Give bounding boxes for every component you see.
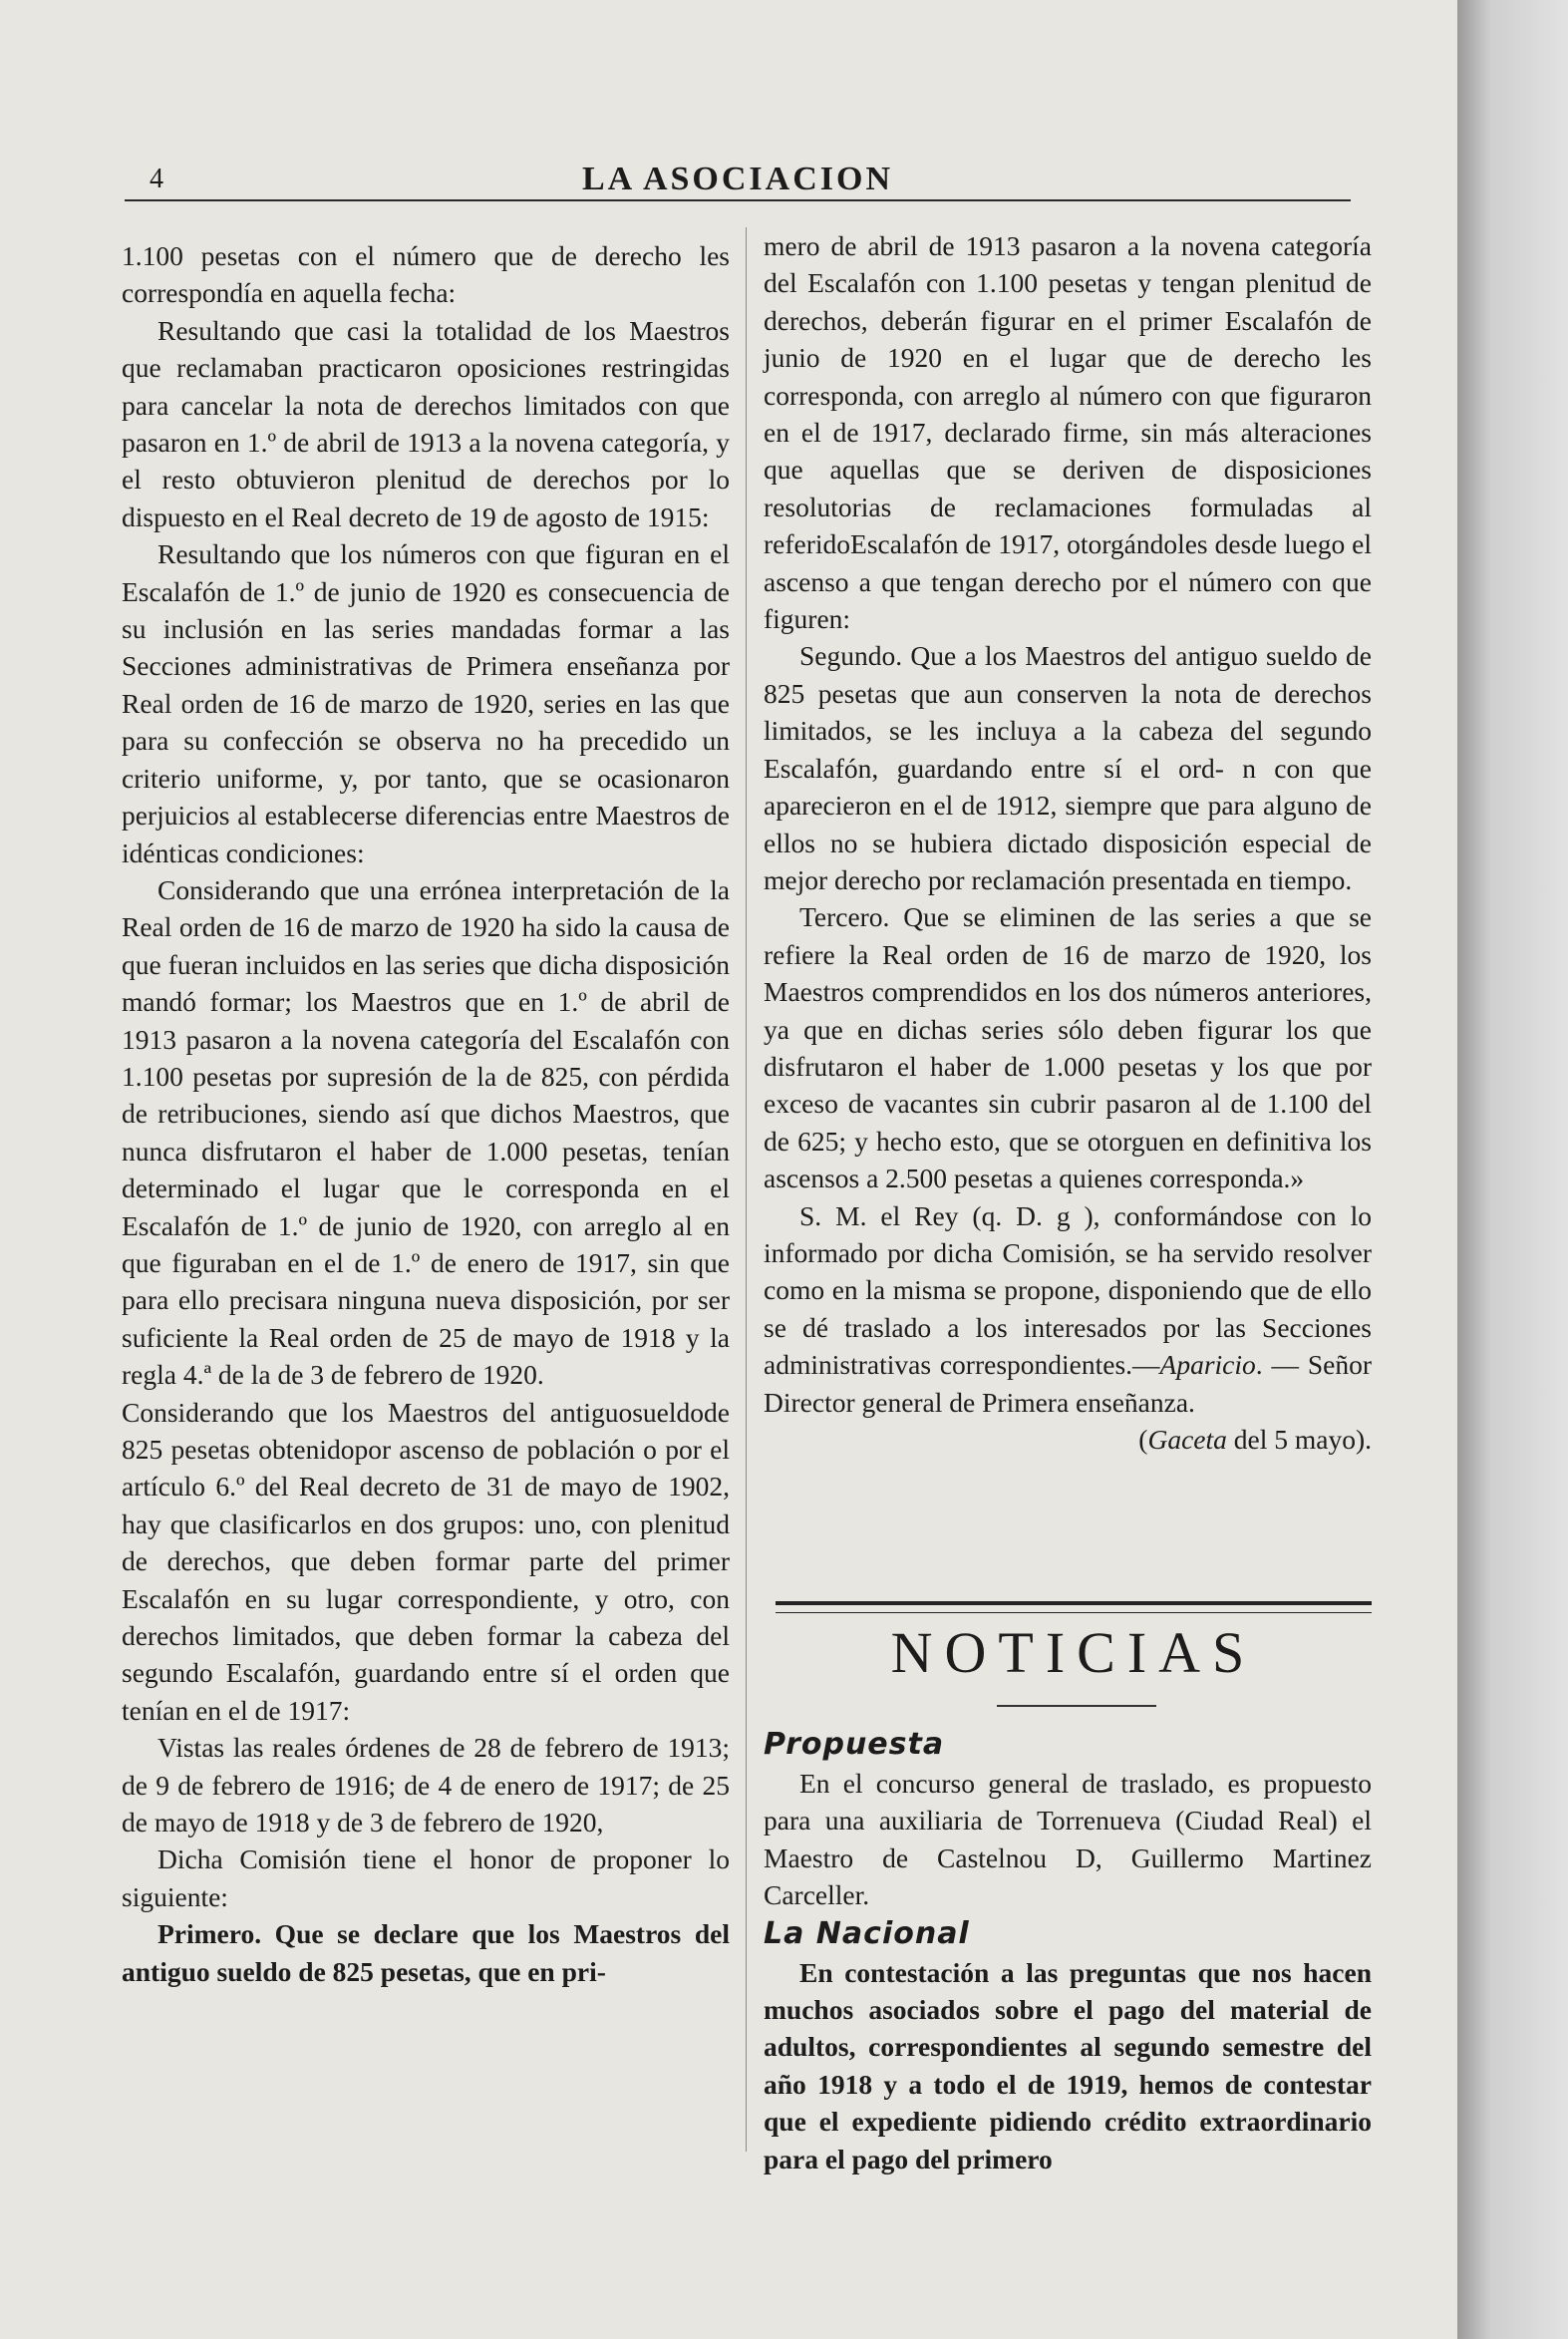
paragraph: Dicha Comisión tiene el honor de proponer lo siguiente: (122, 1843, 730, 1912)
paragraph: Tercero. Que se eliminen de las series a que se refiere la Real orden de 16 de marzo de 1920, los Maestros comprendidos en los dos números anteriores, ya que en dichas series sólo deben figurar los que disfrutaron el haber de 1.000 pesetas y los que por exceso de vacantes sin cubrir pasaron al de 1.100 del de 625; y hecho esto, que se otorguen en definitiva los ascensos a 2.500 pesetas a quienes corresponda.» (764, 901, 1372, 1194)
news-text: En contestación a las preguntas que nos hacen muchos asociados sobre el pago del material de adultos, correspondientes al segundo semestre del año 1918 y a todo el de 1919, hemos de contestar que el expediente pidiendo crédito extraordinario para el pago del primero (764, 1956, 1372, 2174)
section-rule (776, 1601, 1372, 1613)
paragraph: Segundo. Que a los Maestros del antiguo sueldo de 825 pesetas que aun conserven la nota de derechos limitados, se les incluya a la cabeza del segundo Escalafón, guardando entre sí el ord- n con que aparecieron en el de 1912, siempre que para alguno de ellos no se hubiera dictado disposición especial de mejor derecho por reclamación presentada en tiempo. (764, 640, 1372, 895)
source-name: Gaceta (1147, 1424, 1227, 1455)
paragraph: Resultando que los números con que figuran en el Escalafón de 1.º de junio de 1920 es consecuencia de su inclusión en las series mandadas formar a las Secciones administrativas de Primera enseñanza por Real orden de 16 de marzo de 1920, series en las que para su confección se observa no ha precedido un criterio uniforme, y, por tanto, que se ocasionaron perjuicios al establecerse diferencias entre Maestros de idénticas condiciones: (122, 538, 730, 868)
page-edge (1457, 0, 1568, 2339)
source-line: (Gaceta del 5 mayo). (1138, 1424, 1372, 1455)
left-column (122, 237, 730, 1990)
paragraph: mero de abril de 1913 pasaron a la novena categoría del Escalafón con 1.100 pesetas y tengan plenitud de derechos, deberán figurar en el primer Escalafón de junio de 1920 en el lugar que de derecho les corresponda, con arreglo al número con que figuraron en el de 1917, declarado firme, sin más alteraciones que aquellas que se deriven de disposiciones resolutorias de reclamaciones formuladas al referidoEscalafón de 1917, otorgándoles desde luego el ascenso a que tengan derecho por el número con que figuren: (764, 230, 1372, 635)
signature-closing: . — Señor Director general de Primera enseñanza. (764, 1349, 1372, 1418)
decree-closing: S. M. el Rey (q. D. g ), conformándose con lo informado por dicha Comisión, se ha servido resolver como en la misma se propone, disponiendo que de ello se dé traslado a los interesados por las Secciones administrativas correspondientes.— (764, 1199, 1372, 1381)
paragraph: Resultando que casi la totalidad de los Maestros que reclamaban practicaron oposiciones restringidas para cancelar la nota de derechos limitados con que pasaron en 1.º de abril de 1913 a la novena categoría, y el resto obtuvieron plenitud de derechos por lo dispuesto en el Real decreto de 19 de agosto de 1915: (122, 314, 730, 532)
news-heading: La Nacional (764, 1915, 970, 1951)
page-number: 4 (150, 164, 163, 194)
signature-name: Aparicio (1159, 1349, 1256, 1381)
column-divider (746, 227, 747, 2152)
paragraph: Considerando que los Maestros del antiguosueldode 825 pesetas obtenidopor ascenso de población o por el artículo 6.º del Real decreto de 31 de mayo de 1902, hay que clasificarlos en dos grupos: uno, con plenitud de derechos, que deben formar parte del primer Escalafón en su lugar correspondiente, y otro, con derechos limitados, que deben formar la cabeza del segundo Escalafón, guardando entre sí el orden que tenían en el de 1917: (122, 1396, 730, 1726)
paragraph: Primero. Que se declare que los Maestros del antiguo sueldo de 825 pesetas, que en pri- (122, 1918, 730, 1987)
right-column (764, 227, 1372, 1458)
title-underline (997, 1705, 1156, 1707)
paragraph: Vistas las reales órdenes de 28 de febrero de 1913; de 9 de febrero de 1916; de 4 de enero de 1917; de 25 de mayo de 1918 y de 3 de febrero de 1920, (122, 1732, 730, 1838)
noticias-body (764, 1725, 1372, 2177)
noticias-title: NOTICIAS (890, 1620, 1257, 1685)
news-heading: Propuesta (764, 1727, 945, 1762)
paragraph (764, 1197, 1372, 1421)
journal-title: LA ASOCIACION (581, 161, 893, 197)
source-date: del 5 mayo). (1226, 1424, 1372, 1455)
paragraph: Considerando que una errónea interpretación de la Real orden de 16 de marzo de 1920 ha sido la causa de que fueran incluidos en las series que dicha disposición mandó formar; los Maestros que en 1.º de abril de 1913 pasaron a la novena categoría del Escalafón con 1.100 pesetas por supresión de la de 825, con pérdida de retribuciones, siendo así que dichos Maestros, que nunca disfrutaron el haber de 1.000 pesetas, tenían determinado el lugar que le corresponda en el Escalafón de 1.º de junio de 1920, con arreglo al en que figuraban en el de 1.º de enero de 1917, sin que para ello precisara ninguna nueva disposición, por ser suficiente la Real orden de 25 de mayo de 1918 y la regla 4.ª de la de 3 de febrero de 1920. (122, 873, 730, 1391)
page-header (125, 160, 1351, 201)
paragraph: 1.100 pesetas con el número que de derecho les correspondía en aquella fecha: (122, 240, 730, 309)
news-text: En el concurso general de traslado, es propuesto para una auxiliaria de Torrenueva (Ciudad Real) el Maestro de Castelnou D, Guillermo Martinez Carceller. (764, 1768, 1372, 1911)
